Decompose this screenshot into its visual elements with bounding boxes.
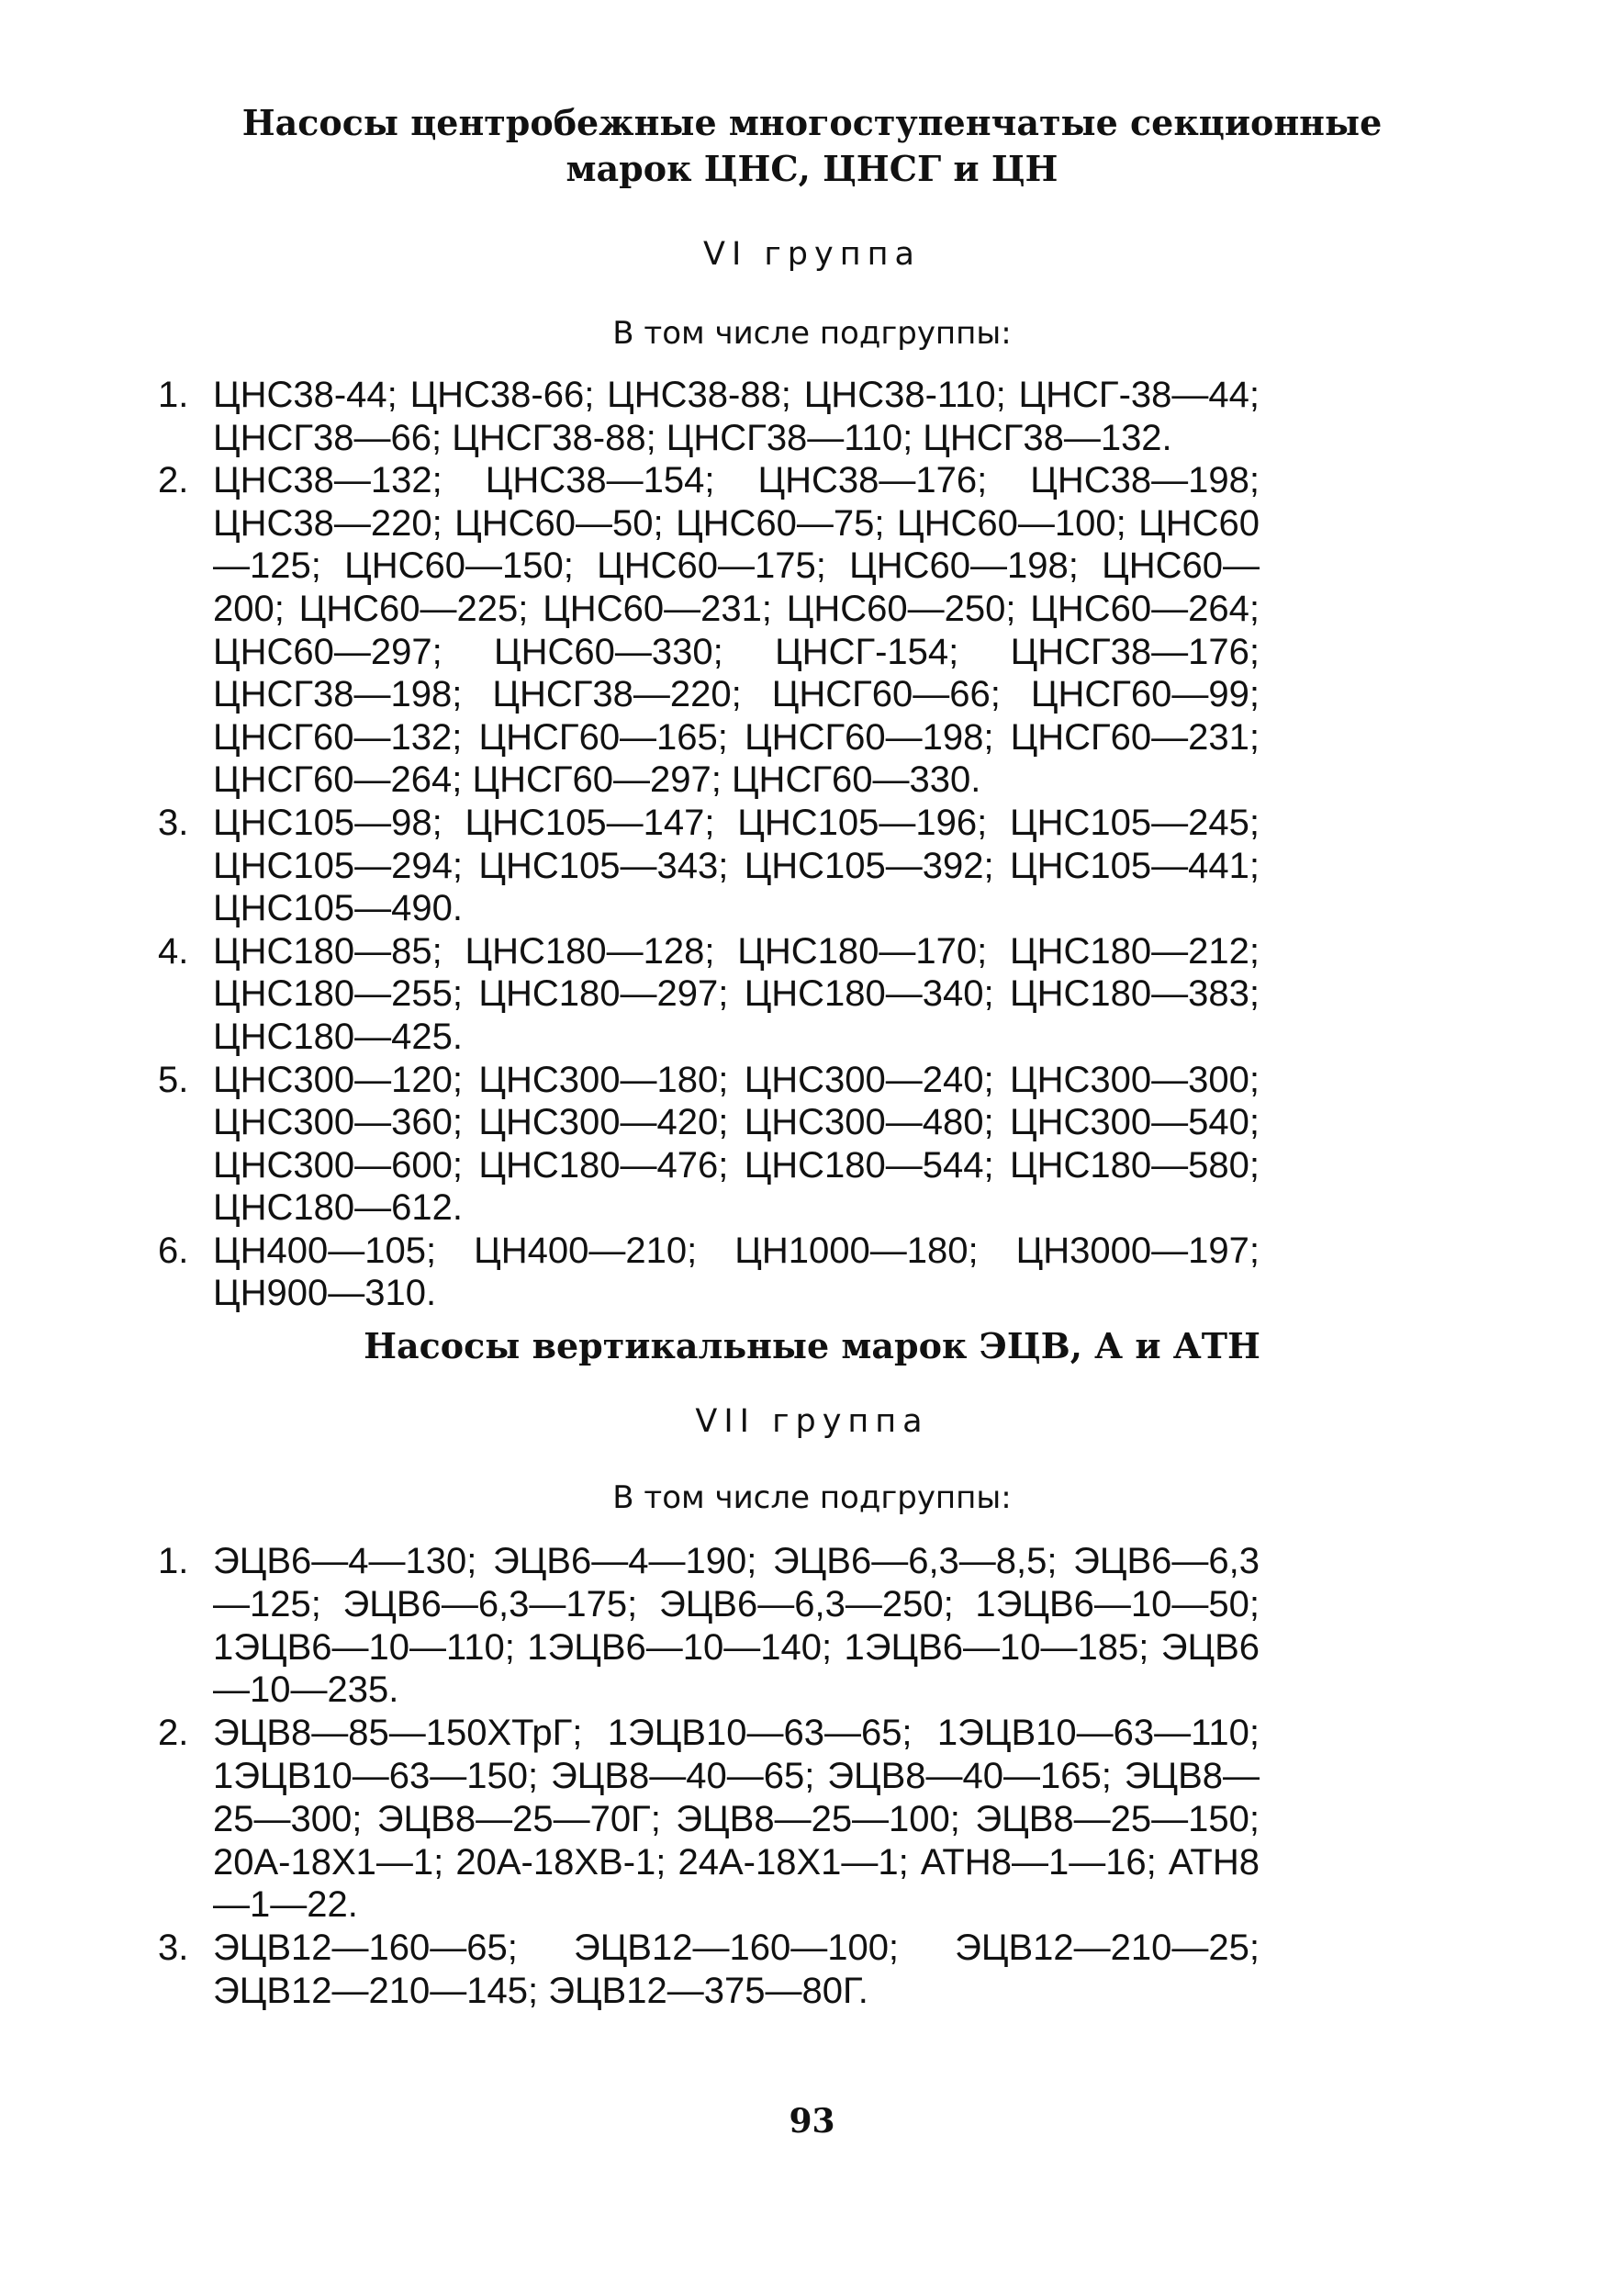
list-item [158, 1230, 1260, 1315]
list-item [158, 930, 1260, 1059]
section1-group-heading: VI группа [703, 236, 921, 273]
section2-subgroup-list [158, 1540, 1260, 2013]
item-number: 3. [158, 802, 189, 843]
list-item [158, 459, 1260, 802]
section1-subgroup-list [158, 374, 1260, 1315]
list-item [158, 1540, 1260, 1712]
list-item [158, 1712, 1260, 1927]
section2-group-heading: VII группа [695, 1403, 929, 1440]
item-number: 6. [158, 1230, 189, 1271]
item-text: ЦН400—105; ЦН400—210; ЦН1000—180; ЦН3000—197; ЦН900—310. [213, 1230, 1260, 1314]
item-text: ЦНС105—98; ЦНС105—147; ЦНС105—196; ЦНС105—245; ЦНС105—294; ЦНС105—343; ЦНС105—392; ЦНС105—441; ЦНС105—490. [213, 802, 1260, 929]
section2-title: Насосы вертикальные марок ЭЦВ, А и АТН [364, 1325, 1260, 1366]
list-item [158, 802, 1260, 930]
item-text: ЦНС300—120; ЦНС300—180; ЦНС300—240; ЦНС300—300; ЦНС300—360; ЦНС300—420; ЦНС300—480; ЦНС300—540; ЦНС300—600; ЦНС180—476; ЦНС180—544; ЦНС180—580; ЦНС180—612. [213, 1059, 1260, 1229]
list-item [158, 1059, 1260, 1230]
item-text: ЦНС38-44; ЦНС38-66; ЦНС38-88; ЦНС38-110; ЦНСГ-38—44; ЦНСГ38—66; ЦНСГ38-88; ЦНСГ38—110; ЦНСГ38—132. [213, 375, 1260, 458]
item-number: 2. [158, 460, 189, 501]
list-item [158, 1927, 1260, 2013]
item-number: 1. [158, 1541, 189, 1581]
section1-subgroups-label: В том числе подгруппы: [612, 315, 1012, 352]
item-text: ЭЦВ8—85—150ХТрГ; 1ЭЦВ10—63—65; 1ЭЦВ10—63—110; 1ЭЦВ10—63—150; ЭЦВ8—40—65; ЭЦВ8—40—165; ЭЦВ8—25—300; ЭЦВ8—25—70Г; ЭЦВ8—25—100; ЭЦВ8—25—150; 20А-18Х1—1; 20А-18ХВ-1; 24А-18Х1—1; АТН8—1—16; АТН8—1—22. [213, 1713, 1260, 1926]
item-text: ЭЦВ12—160—65; ЭЦВ12—160—100; ЭЦВ12—210—25; ЭЦВ12—210—145; ЭЦВ12—375—80Г. [213, 1928, 1260, 2011]
section1-title-line1: Насосы центробежные многоступенчатые секционные [241, 102, 1383, 143]
page-number: 93 [789, 2102, 835, 2141]
item-text: ЦНС180—85; ЦНС180—128; ЦНС180—170; ЦНС180—212; ЦНС180—255; ЦНС180—297; ЦНС180—340; ЦНС180—383; ЦНС180—425. [213, 930, 1260, 1057]
item-number: 5. [158, 1059, 189, 1100]
item-text: ЦНС38—132; ЦНС38—154; ЦНС38—176; ЦНС38—198; ЦНС38—220; ЦНС60—50; ЦНС60—75; ЦНС60—100; ЦНС60—125; ЦНС60—150; ЦНС60—175; ЦНС60—198; ЦНС60—200; ЦНС60—225; ЦНС60—231; ЦНС60—250; ЦНС60—264; ЦНС60—297; ЦНС60—330; ЦНСГ-154; ЦНСГ38—176; ЦНСГ38—198; ЦНСГ38—220; ЦНСГ60—66; ЦНСГ60—99; ЦНСГ60—132; ЦНСГ60—165; ЦНСГ60—198; ЦНСГ60—231; ЦНСГ60—264; ЦНСГ60—297; ЦНСГ60—330. [213, 460, 1260, 801]
item-number: 2. [158, 1713, 189, 1754]
item-number: 1. [158, 375, 189, 415]
section2-subgroups-label: В том числе подгруппы: [612, 1479, 1012, 1516]
item-number: 4. [158, 930, 189, 972]
list-item [158, 374, 1260, 459]
item-number: 3. [158, 1928, 189, 1969]
item-text: ЭЦВ6—4—130; ЭЦВ6—4—190; ЭЦВ6—6,3—8,5; ЭЦВ6—6,3—125; ЭЦВ6—6,3—175; ЭЦВ6—6,3—250; 1ЭЦВ6—10—50; 1ЭЦВ6—10—110; 1ЭЦВ6—10—140; 1ЭЦВ6—10—185; ЭЦВ6—10—235. [213, 1541, 1260, 1711]
section1-title-line2: марок ЦНС, ЦНСГ и ЦН [566, 148, 1058, 189]
